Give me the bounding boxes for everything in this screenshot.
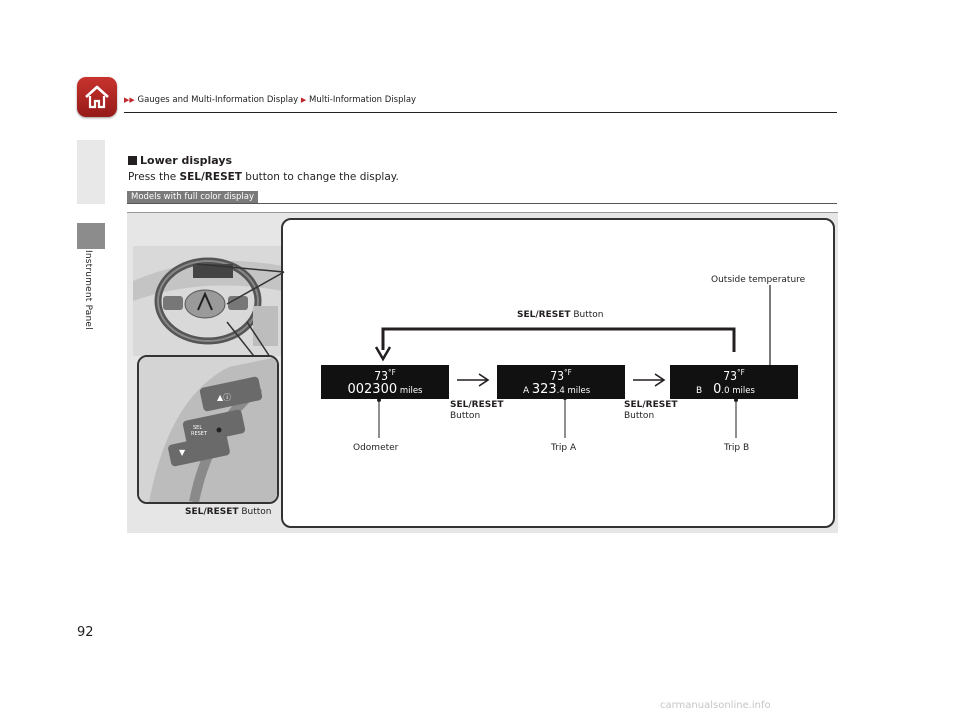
- odometer-display: $73^{^\circ F}$ 002300 miles: [321, 365, 449, 399]
- square-bullet-icon: [128, 156, 137, 165]
- watermark: carmanualsonline.info: [660, 700, 771, 711]
- transition-label: SEL/RESET Button: [450, 400, 504, 421]
- breadcrumb: [124, 95, 416, 105]
- breadcrumb-arrow-icon: ▶: [300, 96, 307, 104]
- trip-b-label: Trip B: [724, 443, 750, 453]
- svg-text:RESET: RESET: [191, 431, 208, 437]
- side-tab-block: [77, 140, 105, 204]
- switch-sel-reset-label: SEL/RESET Button: [185, 507, 272, 517]
- odometer-label: Odometer: [353, 443, 399, 453]
- home-button[interactable]: [77, 77, 117, 117]
- breadcrumb-item[interactable]: Gauges and Multi-Information Display: [137, 95, 299, 105]
- transition-label: SEL/RESET Button: [624, 400, 678, 421]
- section-instruction: Press the SEL/RESET button to change the display.: [128, 171, 399, 183]
- trip-a-display: $73^{^\circ F}$ A 323.4 miles: [497, 365, 625, 399]
- svg-text:▲ⓘ: ▲ⓘ: [217, 393, 232, 402]
- svg-text:SEL: SEL: [193, 425, 203, 431]
- trip-a-label: Trip A: [551, 443, 577, 453]
- model-badge: Models with full color display: [127, 191, 258, 203]
- svg-text:▼: ▼: [179, 448, 186, 457]
- side-tab-active: [77, 223, 105, 249]
- trip-b-display: $73^{^\circ F}$ B 0.0 miles: [670, 365, 798, 399]
- section-title: Lower displays: [128, 154, 232, 167]
- switch-closeup: [137, 355, 279, 504]
- home-icon: [83, 83, 111, 111]
- breadcrumb-item[interactable]: Multi-Information Display: [309, 95, 417, 105]
- outside-temperature-label: Outside temperature: [711, 275, 806, 285]
- top-sel-reset-label: SEL/RESET Button: [517, 310, 604, 320]
- header-divider: [124, 112, 837, 113]
- breadcrumb-arrow-icon: ▶▶: [124, 96, 135, 104]
- side-tab-label: Instrument Panel: [83, 250, 93, 330]
- page-number: 92: [77, 625, 94, 640]
- badge-divider: [127, 203, 837, 204]
